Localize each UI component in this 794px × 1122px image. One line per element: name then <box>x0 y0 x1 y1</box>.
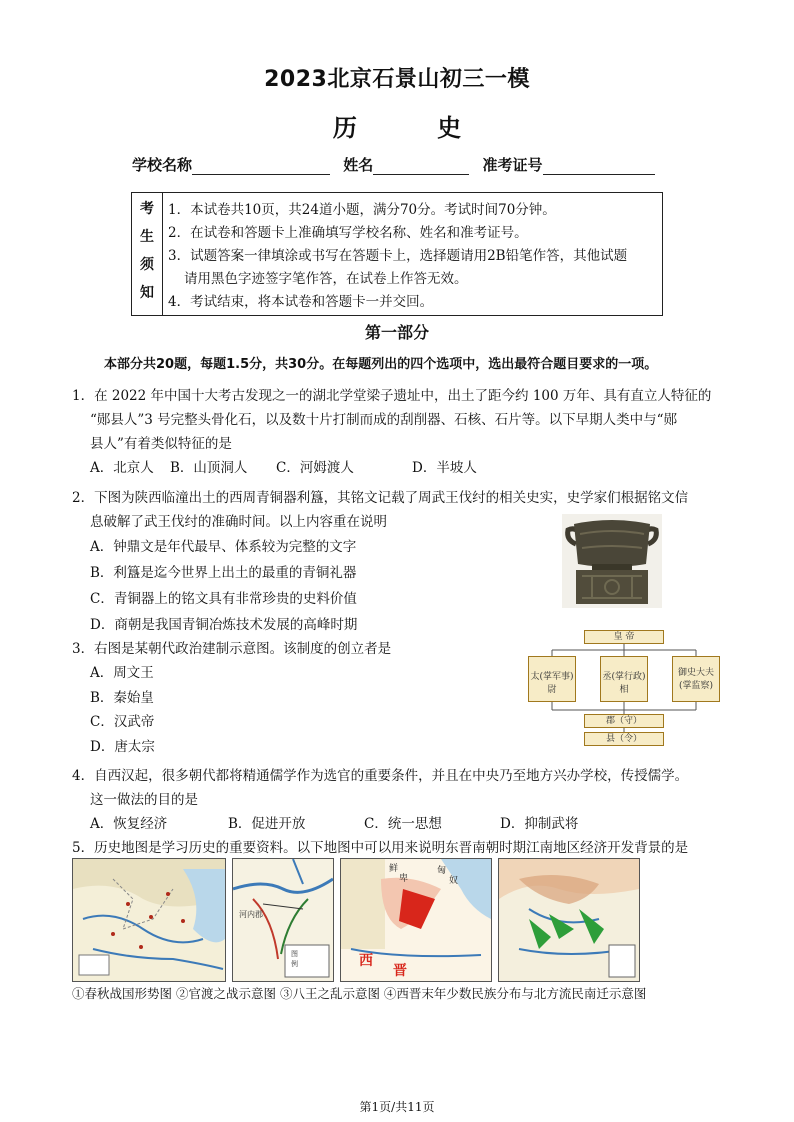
option[interactable]: B．利簋是迄今世界上出土的最重的青铜礼器 <box>90 565 357 581</box>
exam-id-label: 准考证号 <box>482 156 543 174</box>
question-1-options <box>72 456 711 480</box>
question-3: 3．右图是某朝代政治建制示意图。该制度的创立者是 A．周文王 B．秦始皇 C．汉武帝 D．唐太宗 <box>72 637 391 759</box>
county-box: 县（令） <box>584 732 664 746</box>
svg-text:鲜: 鲜 <box>389 864 399 874</box>
question-5: 5．历史地图是学习历史的重要资料。以下地图中可以用来说明东晋南朝时期江南地区经济开发背景的是 <box>72 840 689 856</box>
notice-items <box>168 199 627 314</box>
question-2: 2．下图为陕西临潼出土的西周青铜器利簋，其铭文记载了周武王伐纣的相关史实，史学家们根据铭文信 息破解了武王伐纣的准确时间。以上内容重在说明 A．钟鼎文是年代最早、体系较为完整的文字 B．利簋是迄今世界上出土的最重的青铜礼器 C．青铜器上的铭文具有非常珍贵的史料价值 D．商朝是我国青铜冶炼技术发展的高峰时期 <box>72 486 688 638</box>
option[interactable]: A．钟鼎文是年代最早、体系较为完整的文字 <box>90 539 357 555</box>
svg-text:西: 西 <box>359 953 373 969</box>
emperor-box: 皇 帝 <box>584 630 664 644</box>
option[interactable]: A．周文王 <box>90 665 154 681</box>
notice-item: 1．本试卷共10页，共24道小题，满分70分。考试时间70分钟。 <box>168 202 556 218</box>
map-2-legend: 图 <box>291 950 298 958</box>
part-intro: 本部分共20题，每题1.5分，共30分。在每题列出的四个选项中，选出最符合题目要求的一项。 <box>104 357 658 372</box>
bronze-vessel-image <box>562 514 662 608</box>
part-title: 第一部分 <box>364 323 429 342</box>
chancellor-box: 丞(掌行政)相 <box>600 656 648 702</box>
question-3-options <box>72 661 391 759</box>
option[interactable]: A．北京人 <box>90 460 154 476</box>
option[interactable]: B．山顶洞人 <box>170 460 248 476</box>
notice-item: 2．在试卷和答题卡上准确填写学校名称、姓名和准考证号。 <box>168 225 528 241</box>
map-2-guandu-battle <box>232 858 334 982</box>
censor-box: 御史大夫(掌监察) <box>672 656 720 702</box>
school-field[interactable] <box>192 160 330 175</box>
notice-item: 请用黑色字迹签字笔作答，在试卷上作答无效。 <box>184 271 468 287</box>
political-system-diagram <box>526 630 722 748</box>
subject-title: 历 史 <box>332 114 498 142</box>
map-2-label: 河内郡 <box>239 910 263 919</box>
svg-text:匈: 匈 <box>437 866 447 876</box>
option[interactable]: C．河姆渡人 <box>276 460 354 476</box>
candidate-notice <box>131 192 663 316</box>
option[interactable]: D．抑制武将 <box>500 816 579 832</box>
taiwei-box: 太(掌军事)尉 <box>528 656 576 702</box>
name-label: 姓名 <box>343 156 374 174</box>
question-4: 4．自西汉起，很多朝代都将精通儒学作为选官的重要条件，并且在中央乃至地方兴办学校，传授儒学。 这一做法的目的是 A．恢复经济 B．促进开放 C．统一思想 D．抑制武将 <box>72 764 688 836</box>
page-footer: 第1页/共11页 <box>359 1100 435 1114</box>
notice-side-label: 考 生 须 知 <box>132 193 163 315</box>
question-4-options <box>72 812 688 836</box>
commandery-box: 郡（守） <box>584 714 664 728</box>
svg-text:奴: 奴 <box>449 876 459 886</box>
map-1-spring-autumn <box>72 858 226 982</box>
option[interactable]: D．商朝是我国青铜冶炼技术发展的高峰时期 <box>90 617 358 633</box>
exam-title: 2023北京石景山初三一模 <box>264 67 530 92</box>
option[interactable]: B．促进开放 <box>228 816 306 832</box>
notice-item: 3．试题答案一律填涂或书写在答题卡上，选择题请用2B铅笔作答，其他试题 <box>168 248 628 264</box>
school-label: 学校名称 <box>132 156 193 174</box>
map-2-legend: 例 <box>291 960 298 968</box>
option[interactable]: D．唐太宗 <box>90 738 155 755</box>
svg-text:晋: 晋 <box>393 963 407 979</box>
student-info-fields <box>132 154 655 175</box>
option[interactable]: C．青铜器上的铭文具有非常珍贵的史料价值 <box>90 591 357 607</box>
option[interactable]: B．秦始皇 <box>90 689 154 706</box>
notice-item: 4．考试结束，将本试卷和答题卡一并交回。 <box>168 294 434 310</box>
option[interactable]: A．恢复经济 <box>90 816 168 832</box>
svg-text:卑: 卑 <box>399 874 409 884</box>
option[interactable]: C．汉武帝 <box>90 714 155 730</box>
map-4-western-jin-migration <box>498 858 640 982</box>
name-field[interactable] <box>373 160 469 175</box>
map-3-eight-princes <box>340 858 492 982</box>
maps-caption: ①春秋战国形势图 ②官渡之战示意图 ③八王之乱示意图 ④西晋末年少数民族分布与北方流民南迁示意图 <box>72 986 647 1001</box>
option[interactable]: D．半坡人 <box>412 460 477 476</box>
question-1: 1．在 2022 年中国十大考古发现之一的湖北学堂梁子遗址中，出土了距今约 100 万年、具有直立人特征的 “郧县人”3 号完整头骨化石，以及数十片打制而成的刮削器、石核、石片等。以下早期人类中与“郧 县人”有着类似特征的是 A．北京人 B．山顶洞人 C．河姆渡人 D．半坡人 <box>72 384 711 480</box>
exam-id-field[interactable] <box>543 160 655 175</box>
option[interactable]: C．统一思想 <box>364 816 442 832</box>
